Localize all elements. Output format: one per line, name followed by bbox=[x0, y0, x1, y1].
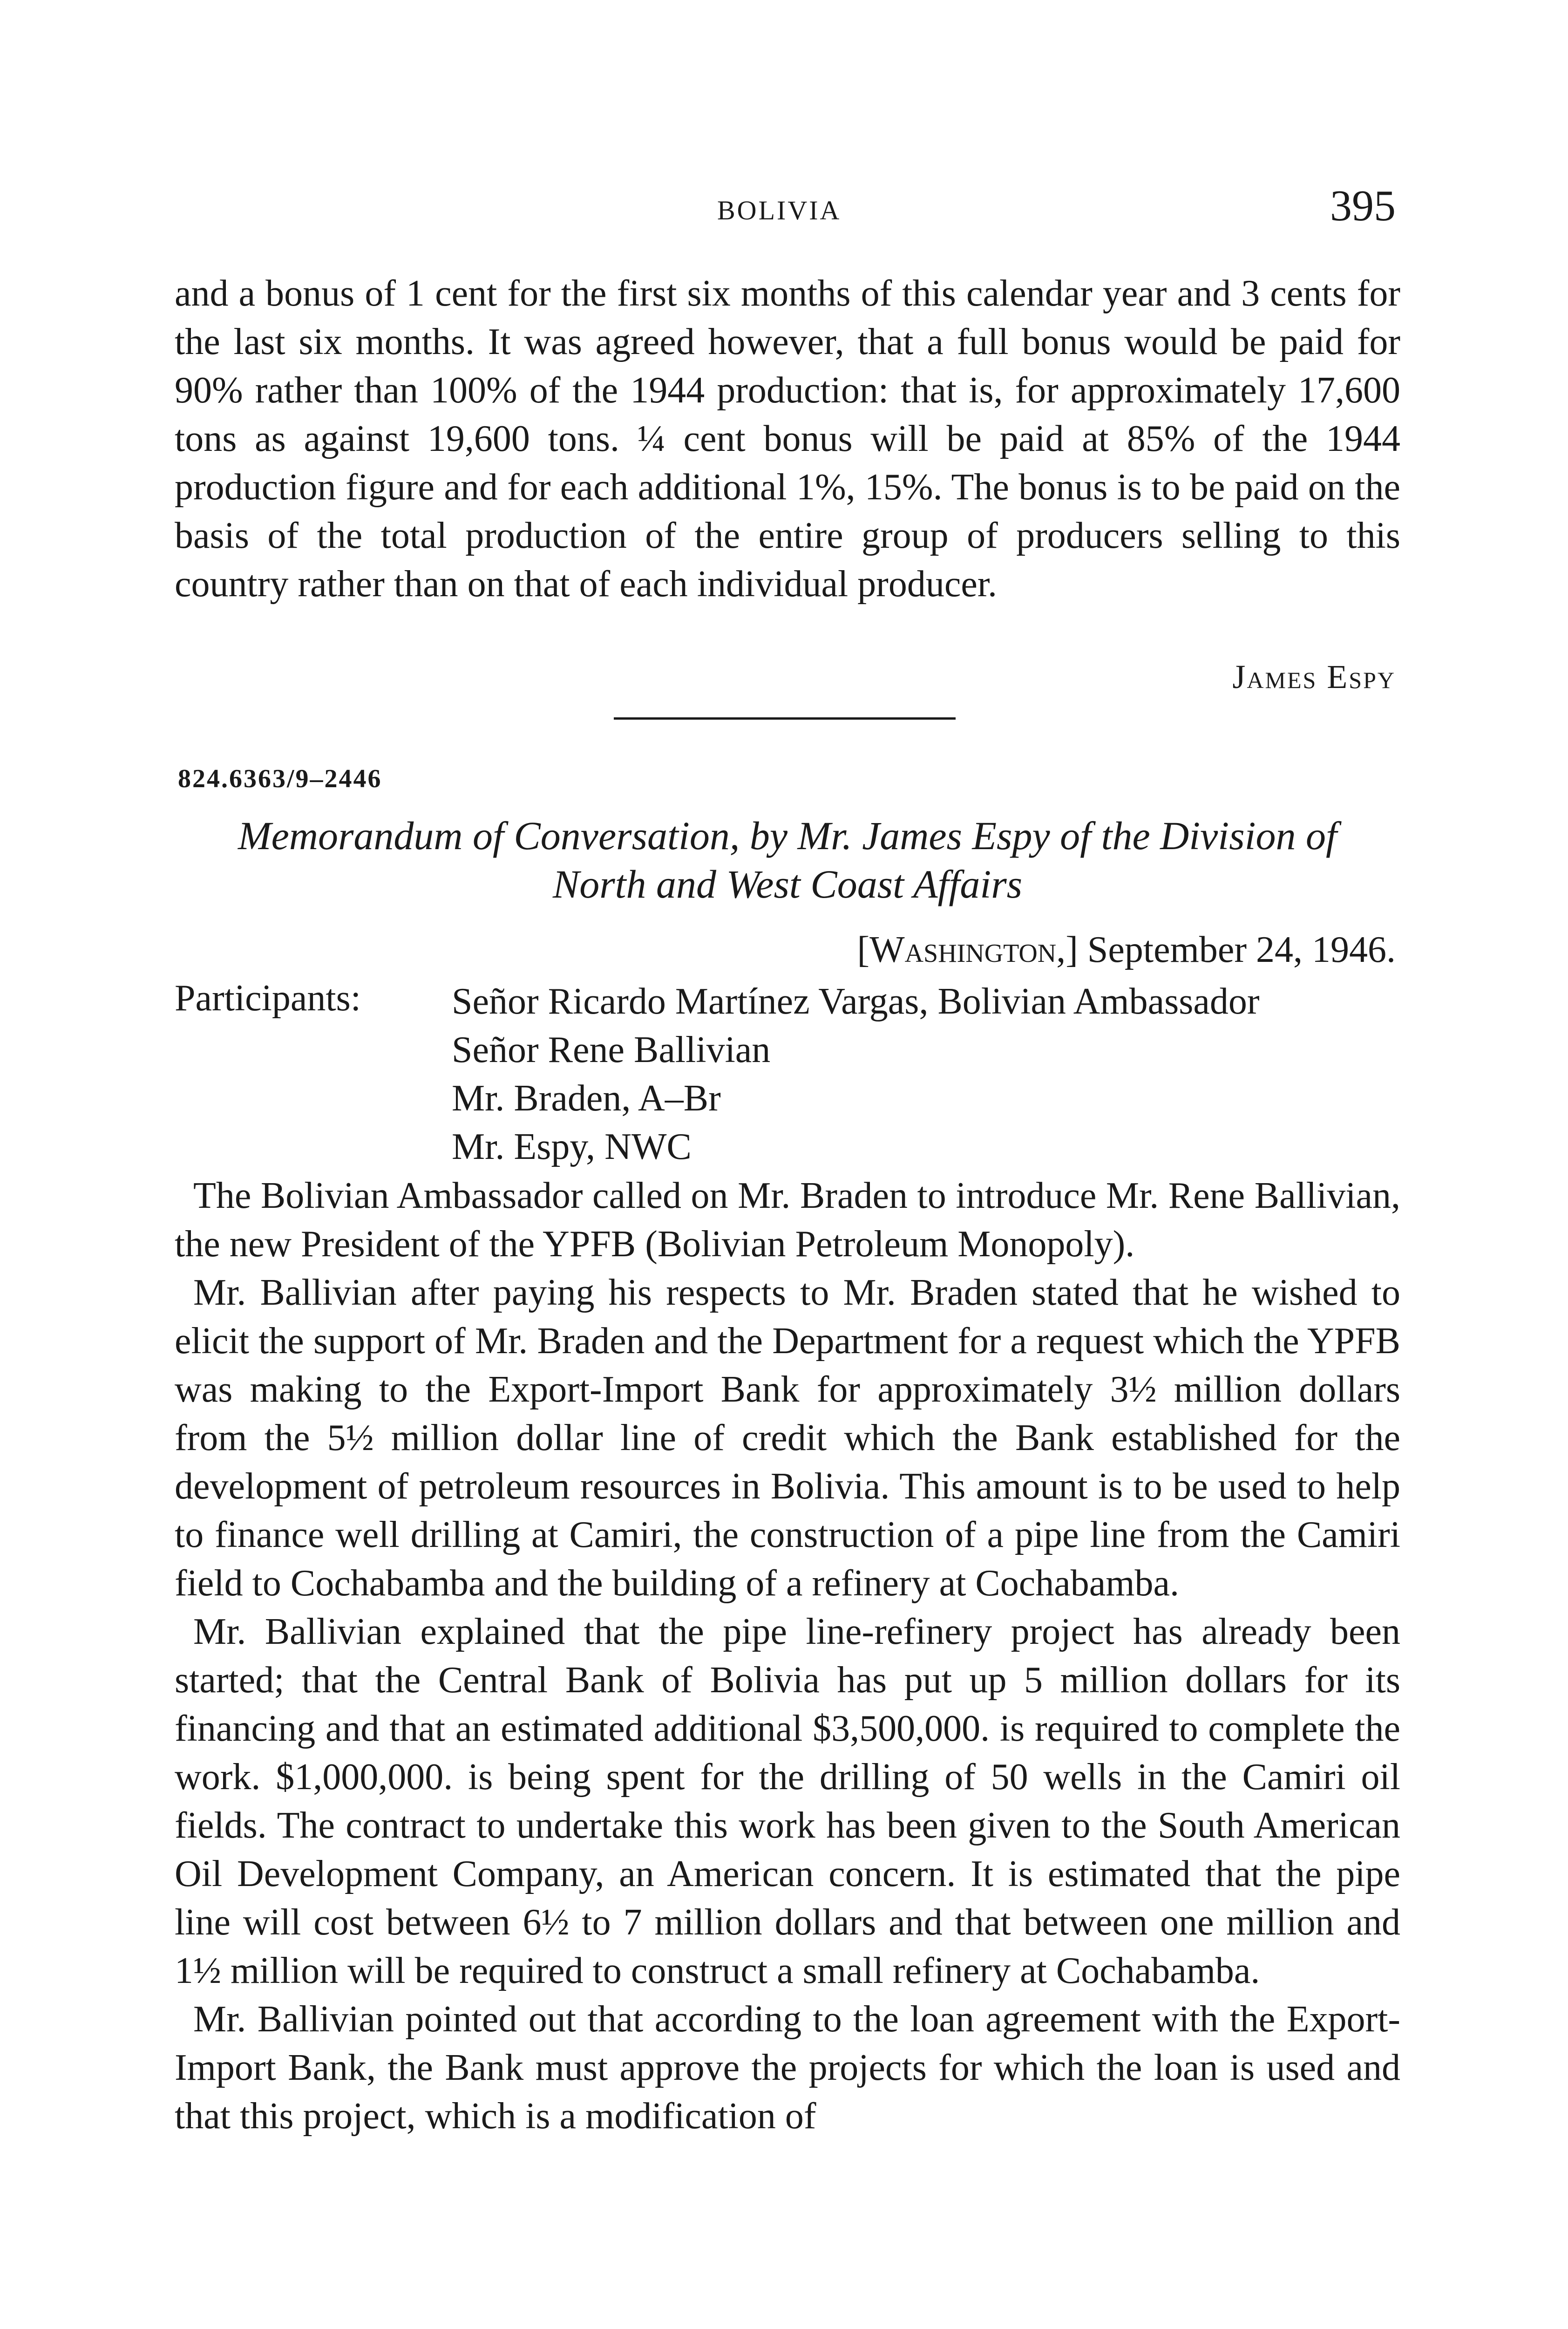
continued-paragraph-block bbox=[175, 269, 1400, 608]
memo-paragraph: The Bolivian Ambassador called on Mr. Braden to introduce Mr. Rene Ballivian, the new President of the YPFB (Bolivian Petroleum Monopoly). bbox=[175, 1175, 1400, 1265]
page-number: 395 bbox=[1330, 182, 1396, 230]
memo-paragraph: Mr. Ballivian pointed out that according to the loan agreement with the Export-Import Bank, the Bank must approve the projects for which the loan is used and that this project, which is a modification of bbox=[175, 1999, 1400, 2137]
participant: Mr. Braden, A–Br bbox=[452, 1078, 721, 1119]
dateline-place: [Washington,] bbox=[857, 929, 1078, 970]
section-divider bbox=[614, 717, 956, 720]
file-number: 824.6363/9–2446 bbox=[178, 764, 382, 793]
running-head: BOLIVIA bbox=[717, 195, 842, 225]
dateline-date: September 24, 1946. bbox=[1087, 929, 1396, 970]
memo-title-line-2: North and West Coast Affairs bbox=[552, 862, 1023, 906]
memo-paragraph: Mr. Ballivian explained that the pipe line-refinery project has already been started; that the Central Bank of Bolivia has put up 5 million dollars for its financing and that an estimated additional $3,500,000. is required to complete the work. $1,000,000. is being spent for the drilling of 50 wells in the Camiri oil fields. The contract to undertake this work has been given to the South American Oil Development Company, an American concern. It is estimated that the pipe line will cost between 6½ to 7 million dollars and that between one million and 1½ million will be required to construct a small refinery at Cochabamba. bbox=[175, 1611, 1400, 1991]
signature: James Espy bbox=[1232, 658, 1396, 695]
participant: Señor Ricardo Martínez Vargas, Bolivian Ambassador bbox=[452, 981, 1260, 1022]
participants-label: Participants: bbox=[175, 978, 361, 1019]
memo-title-line-1: Memorandum of Conversation, by Mr. James Espy of the Division of bbox=[238, 813, 1337, 858]
participant: Señor Rene Ballivian bbox=[452, 1029, 771, 1070]
participants-list bbox=[452, 977, 1260, 1171]
dateline bbox=[857, 929, 1396, 971]
memo-title bbox=[175, 811, 1400, 908]
memo-body bbox=[175, 1171, 1400, 2140]
continued-paragraph: and a bonus of 1 cent for the first six months of this calendar year and 3 cents for the last six months. It was agreed however, that a full bonus would be paid for 90% rather than 100% of the 1944 production: that is, for approximately 17,600 tons as against 19,600 tons. ¼ cent bonus will be paid at 85% of the 1944 production figure and for each additional 1%, 15%. The bonus is to be paid on the basis of the total production of the entire group of producers selling to this country rather than on that of each individual producer. bbox=[175, 273, 1400, 605]
participant: Mr. Espy, NWC bbox=[452, 1126, 692, 1167]
memo-paragraph: Mr. Ballivian after paying his respects to Mr. Braden stated that he wished to elicit the support of Mr. Braden and the Department for a request which the YPFB was making to the Export-Import Bank for approximately 3½ million dollars from the 5½ million dollar line of credit which the Bank established for the development of petroleum resources in Bolivia. This amount is to be used to help to finance well drilling at Camiri, the construction of a pipe line from the Camiri field to Cochabamba and the building of a refinery at Cochabamba. bbox=[175, 1272, 1400, 1604]
